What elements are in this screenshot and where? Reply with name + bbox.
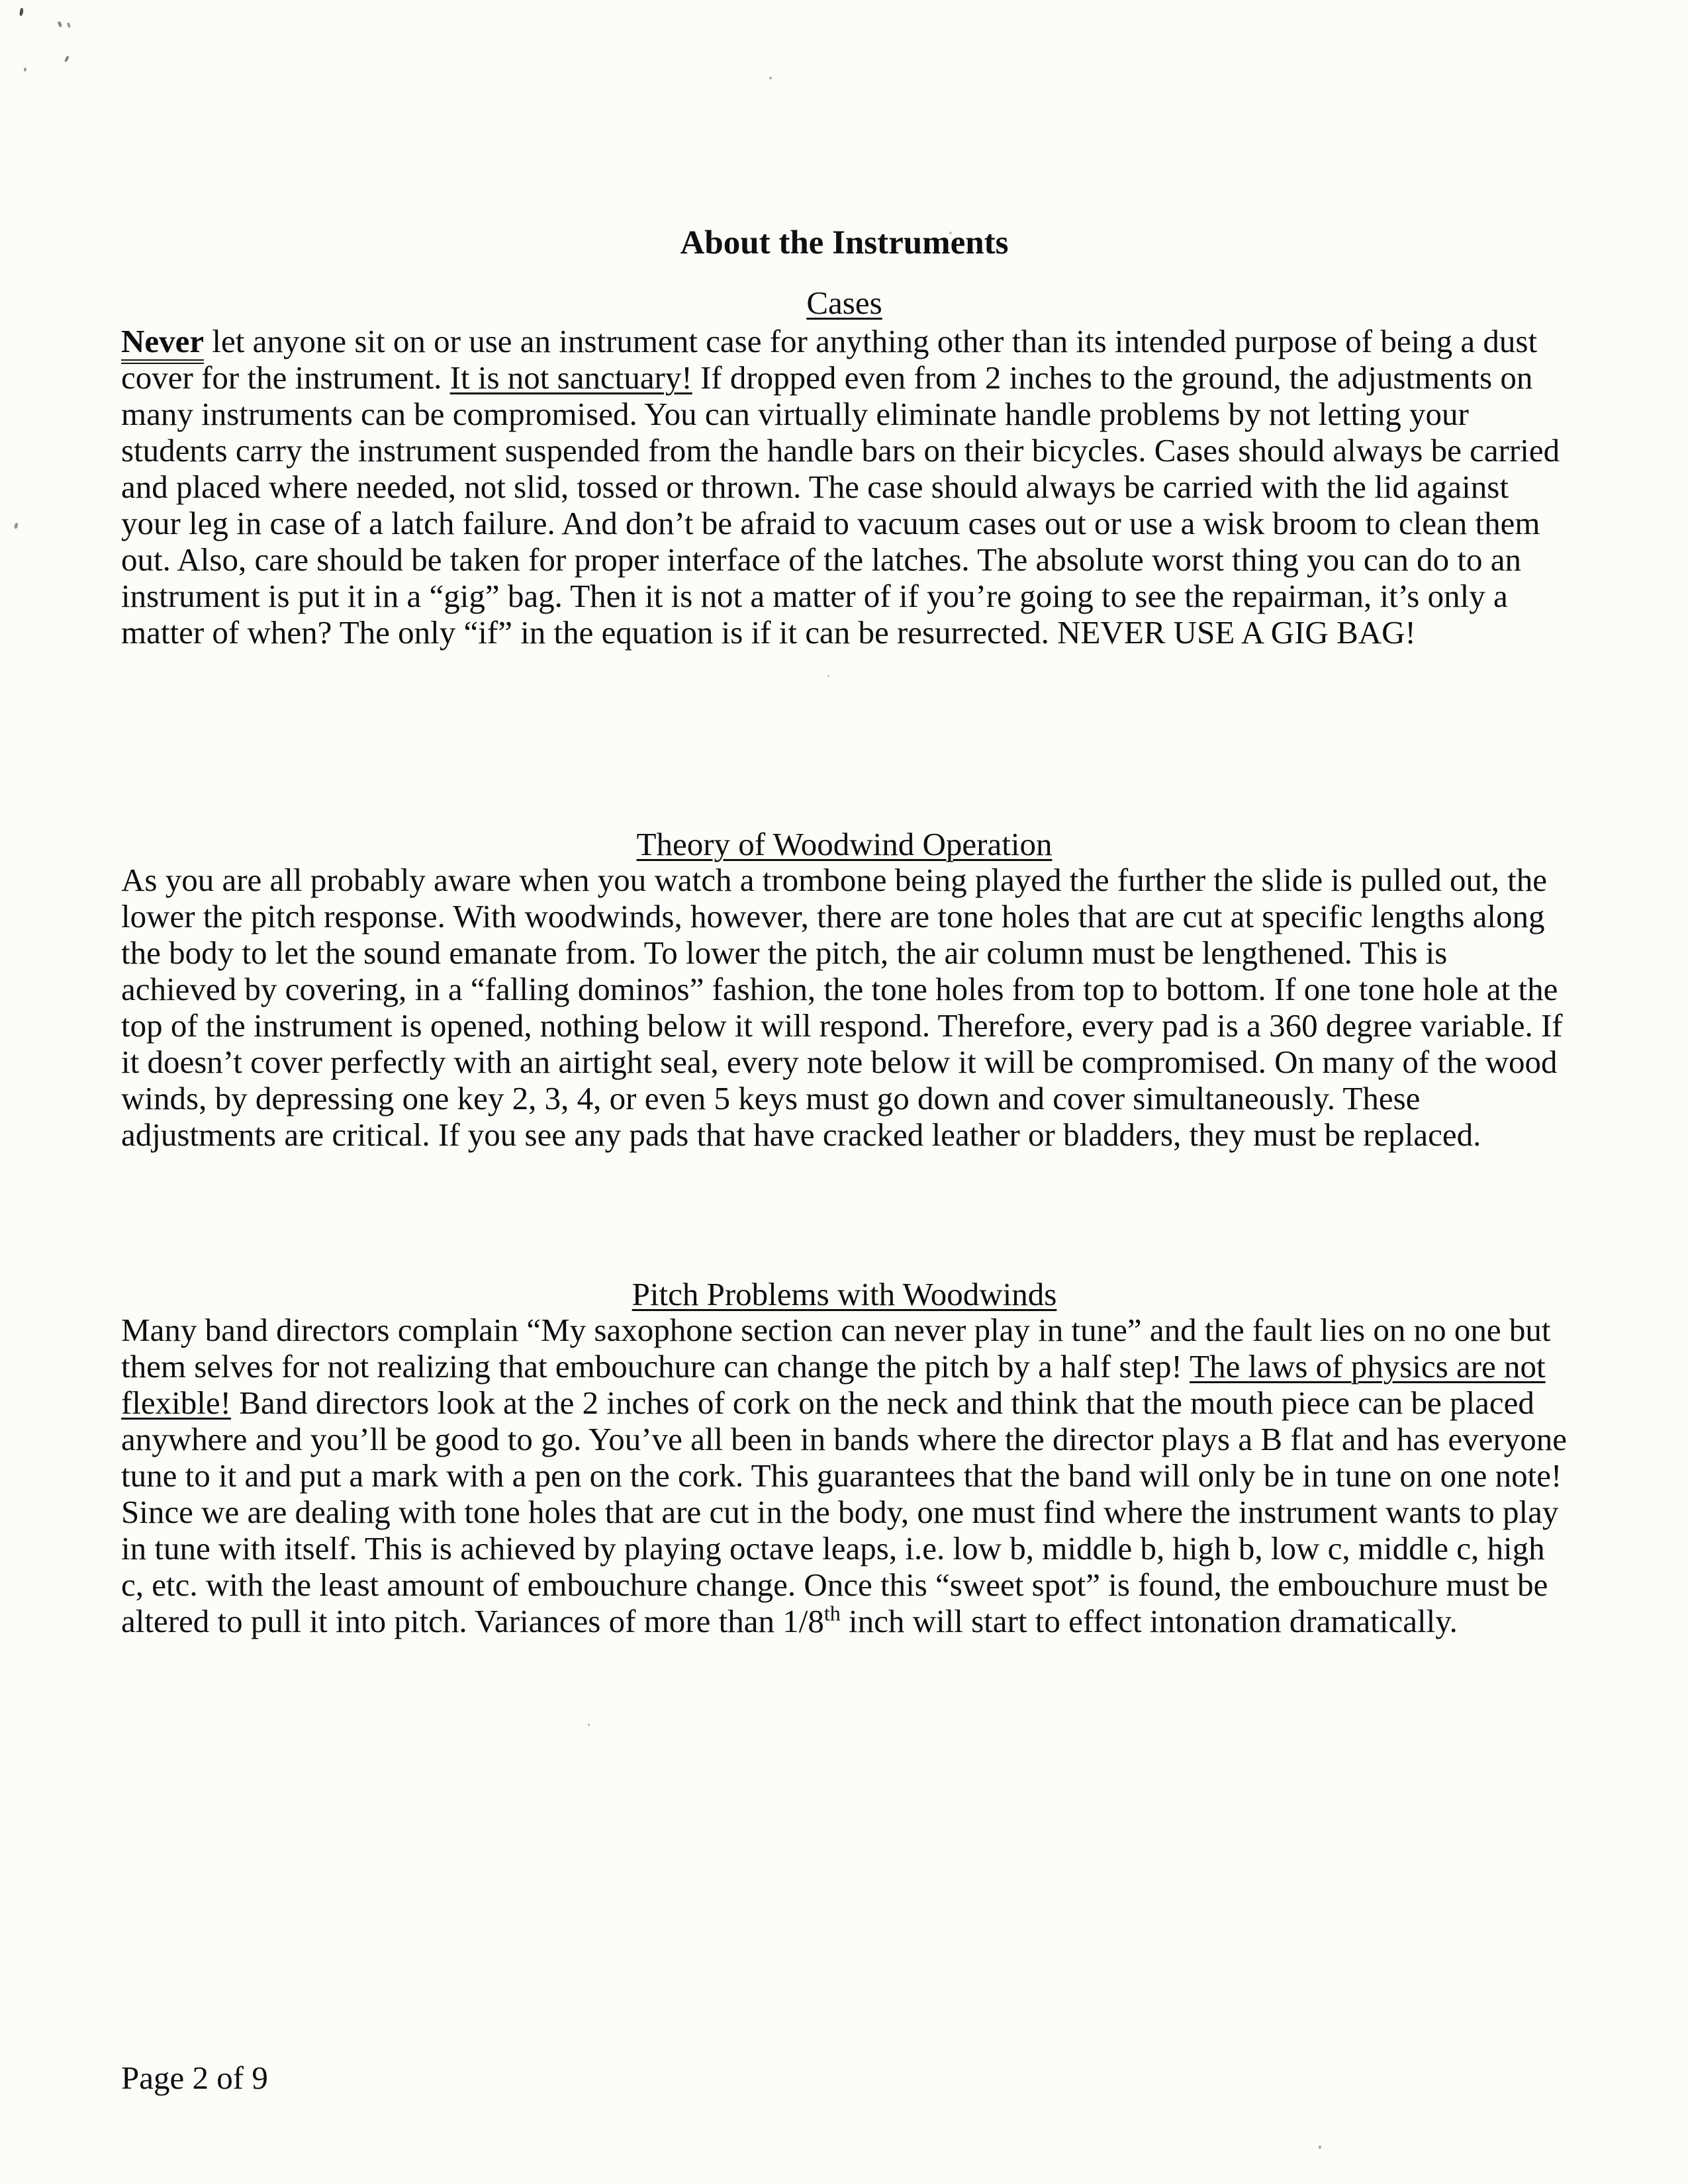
- paragraph-pitch-problems-with-woodwinds: [121, 1312, 1568, 1639]
- scan-speck: [769, 77, 772, 79]
- paragraph-cases: [121, 323, 1568, 651]
- section-heading-pitch-problems-with-woodwinds: Pitch Problems with Woodwinds: [632, 1276, 1057, 1312]
- text-run: let anyone sit on or use an instrument case for anything other than its intended purpose of being a dust cover for the instrument.: [121, 323, 1538, 396]
- section-heading-cases: Cases: [806, 285, 882, 321]
- paragraph-theory-of-woodwind-operation: [121, 862, 1568, 1153]
- scan-speck: [67, 23, 71, 28]
- text-run: Band directors look at the 2 inches of cork on the neck and think that the mouth piece can be placed anywhere and you’ll be good to go. You’ve all been in bands where the director plays a B flat and has everyone tune to it and put a mark with a pen on the cork. This guarantees that the band will only be in tune on one note! Since we are dealing with tone holes that are cut in the body, one must find where the instrument wants to play in tune with itself. This is achieved by playing octave leaps, i.e. low b, middle b, high b, low c, middle c, high c, etc. with the least amount of embouchure change. Once this “sweet spot” is found, the embouchure must be altered to pull it into pitch. Variances of more than 1/8: [121, 1385, 1567, 1639]
- text-run: It is not sanctuary!: [449, 359, 692, 396]
- page-title: About the Instruments: [680, 224, 1009, 261]
- scan-speck: [19, 8, 24, 17]
- text-run: Many band directors complain “My saxophone section can never play in tune” and the fault lies on no one but them selves for not realizing that embouchure can change the pitch by a half step!: [121, 1312, 1551, 1385]
- scan-speck: [14, 523, 19, 529]
- page-number: Page 2 of 9: [121, 2060, 268, 2096]
- text-run: Never: [121, 323, 204, 364]
- scan-speck: [64, 56, 70, 63]
- text-run: As you are all probably aware when you watch a trombone being played the further the slide is pulled out, the lower the pitch response. With woodwinds, however, there are tone holes that are cut at specific lengths along the body to let the sound emanate from. To lower the pitch, the air column must be lengthened. This is achieved by covering, in a “falling dominos” fashion, the tone holes from top to bottom. If one tone hole at the top of the instrument is opened, nothing below it will respond. Therefore, every pad is a 360 degree variable. If it doesn’t cover perfectly with an airtight seal, every note below it will be compromised. On many of the wood winds, by depressing one key 2, 3, 4, or even 5 keys must go down and cover simultaneously. These adjustments are critical. If you see any pads that have cracked leather or bladders, they must be replaced.: [121, 862, 1563, 1153]
- text-run: The laws of physics are not flexible!: [121, 1348, 1546, 1421]
- section-heading-theory-of-woodwind-operation: Theory of Woodwind Operation: [636, 826, 1053, 862]
- text-run: th: [823, 1601, 841, 1625]
- scan-speck: [588, 1723, 590, 1726]
- text-run: inch will start to effect intonation dramatically.: [840, 1603, 1458, 1639]
- text-run: If dropped even from 2 inches to the ground, the adjustments on many instruments can be compromised. You can virtually eliminate handle problems by not letting your students carry the instrument suspended from the handle bars on their bicycles. Cases should always be carried and placed where needed, not slid, tossed or thrown. The case should always be carried with the lid against your leg in case of a latch failure. And don’t be afraid to vacuum cases out or use a wisk broom to clean them out. Also, care should be taken for proper interface of the latches. The absolute worst thing you can do to an instrument is put it in a “gig” bag. Then it is not a matter of if you’re going to see the repairman, it’s only a matter of when? The only “if” in the equation is if it can be resurrected. NEVER USE A GIG BAG!: [121, 359, 1560, 651]
- scan-speck: [1319, 2146, 1321, 2149]
- scan-speck: [57, 21, 62, 27]
- scan-speck: [827, 675, 829, 677]
- scan-speck: [24, 68, 26, 71]
